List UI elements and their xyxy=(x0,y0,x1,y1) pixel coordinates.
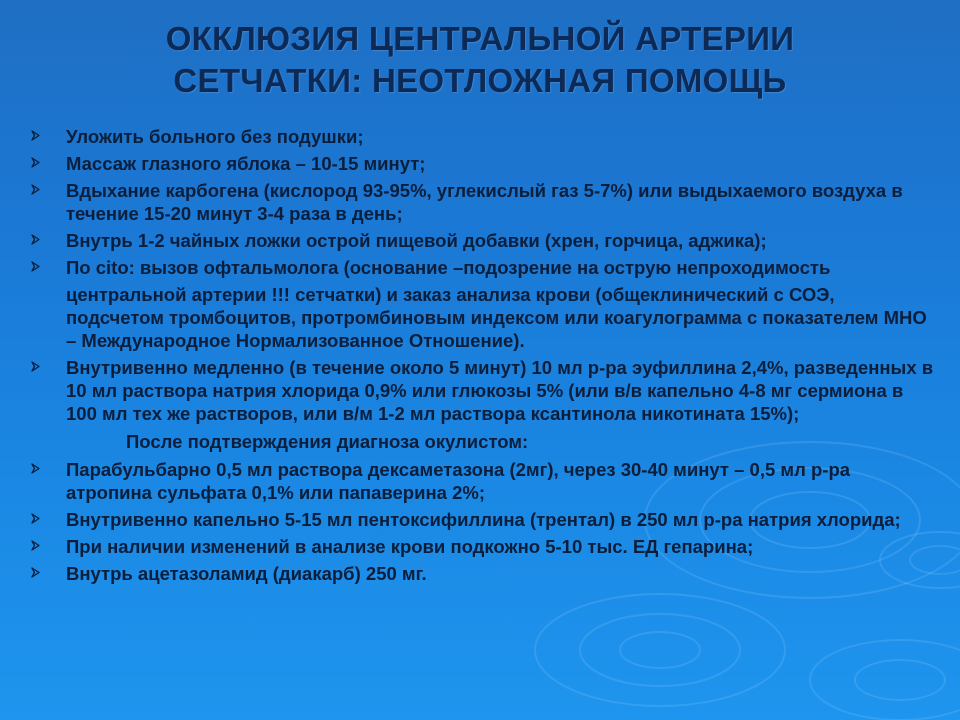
list-item-continuation xyxy=(30,430,935,453)
arrowhead-bullet-icon xyxy=(30,184,42,196)
list-item-text: При наличии изменений в анализе крови подкожно 5-10 тыс. ЕД гепарина; xyxy=(66,536,754,557)
arrowhead-bullet-icon xyxy=(30,567,42,579)
list-item-continuation xyxy=(30,283,935,352)
arrowhead-bullet-icon xyxy=(30,261,42,273)
arrowhead-bullet-icon xyxy=(30,234,42,246)
list-item-text: Внутривенно медленно (в течение около 5 минут) 10 мл р-ра эуфиллина 2,4%, разведенных в 10 мл раствора натрия хлорида 0,9% или глюкозы 5% (или в/в капельно 4-8 мг сермиона в 100 мл тех же растворов, или в/м 1-2 мл раствора ксантинола никотината 15%); xyxy=(66,357,934,424)
arrowhead-bullet-icon xyxy=(30,513,42,525)
list-item-text: центральной артерии !!! сетчатки) и заказ анализа крови (общеклинический с СОЭ, подсчетом тромбоцитов, протромбиновым индексом или коагулограмма с показателем МНО – Международное Нормализованное Отношение). xyxy=(66,284,927,351)
list-item xyxy=(30,125,935,148)
list-item-text: Внутрь ацетазоламид (диакарб) 250 мг. xyxy=(66,563,427,584)
list-item xyxy=(30,152,935,175)
slide-title xyxy=(40,18,920,102)
list-item xyxy=(30,356,935,425)
list-item xyxy=(30,508,935,531)
list-item-text: Массаж глазного яблока – 10-15 минут; xyxy=(66,153,426,174)
list-item xyxy=(30,562,935,585)
list-item-text: Уложить больного без подушки; xyxy=(66,126,364,147)
list-item-text: Внутривенно капельно 5-15 мл пентоксифиллина (трентал) в 250 мл р-ра натрия хлорида; xyxy=(66,509,901,530)
arrowhead-bullet-icon xyxy=(30,130,42,142)
list-item xyxy=(30,179,935,225)
list-item-text: Парабульбарно 0,5 мл раствора дексаметазона (2мг), через 30-40 минут – 0,5 мл р-ра атропина сульфата 0,1% или папаверина 2%; xyxy=(66,459,851,503)
list-item-text: Вдыхание карбогена (кислород 93-95%, углекислый газ 5-7%) или выдыхаемого воздуха в течение 15-20 минут 3-4 раза в день; xyxy=(66,180,903,224)
title-line-2: СЕТЧАТКИ: НЕОТЛОЖНАЯ ПОМОЩЬ xyxy=(173,62,787,99)
bullet-list xyxy=(30,125,935,589)
arrowhead-bullet-icon xyxy=(30,540,42,552)
arrowhead-bullet-icon xyxy=(30,361,42,373)
list-item xyxy=(30,535,935,558)
list-item-text: По cito: вызов офтальмолога (основание –подозрение на острую непроходимость xyxy=(66,257,831,278)
arrowhead-bullet-icon xyxy=(30,463,42,475)
list-item xyxy=(30,229,935,252)
list-item xyxy=(30,256,935,279)
list-item-text: После подтверждения диагноза окулистом: xyxy=(126,431,529,452)
list-item-text: Внутрь 1-2 чайных ложки острой пищевой добавки (хрен, горчица, аджика); xyxy=(66,230,767,251)
list-item xyxy=(30,458,935,504)
arrowhead-bullet-icon xyxy=(30,157,42,169)
title-line-1: ОККЛЮЗИЯ ЦЕНТРАЛЬНОЙ АРТЕРИИ xyxy=(165,20,795,57)
